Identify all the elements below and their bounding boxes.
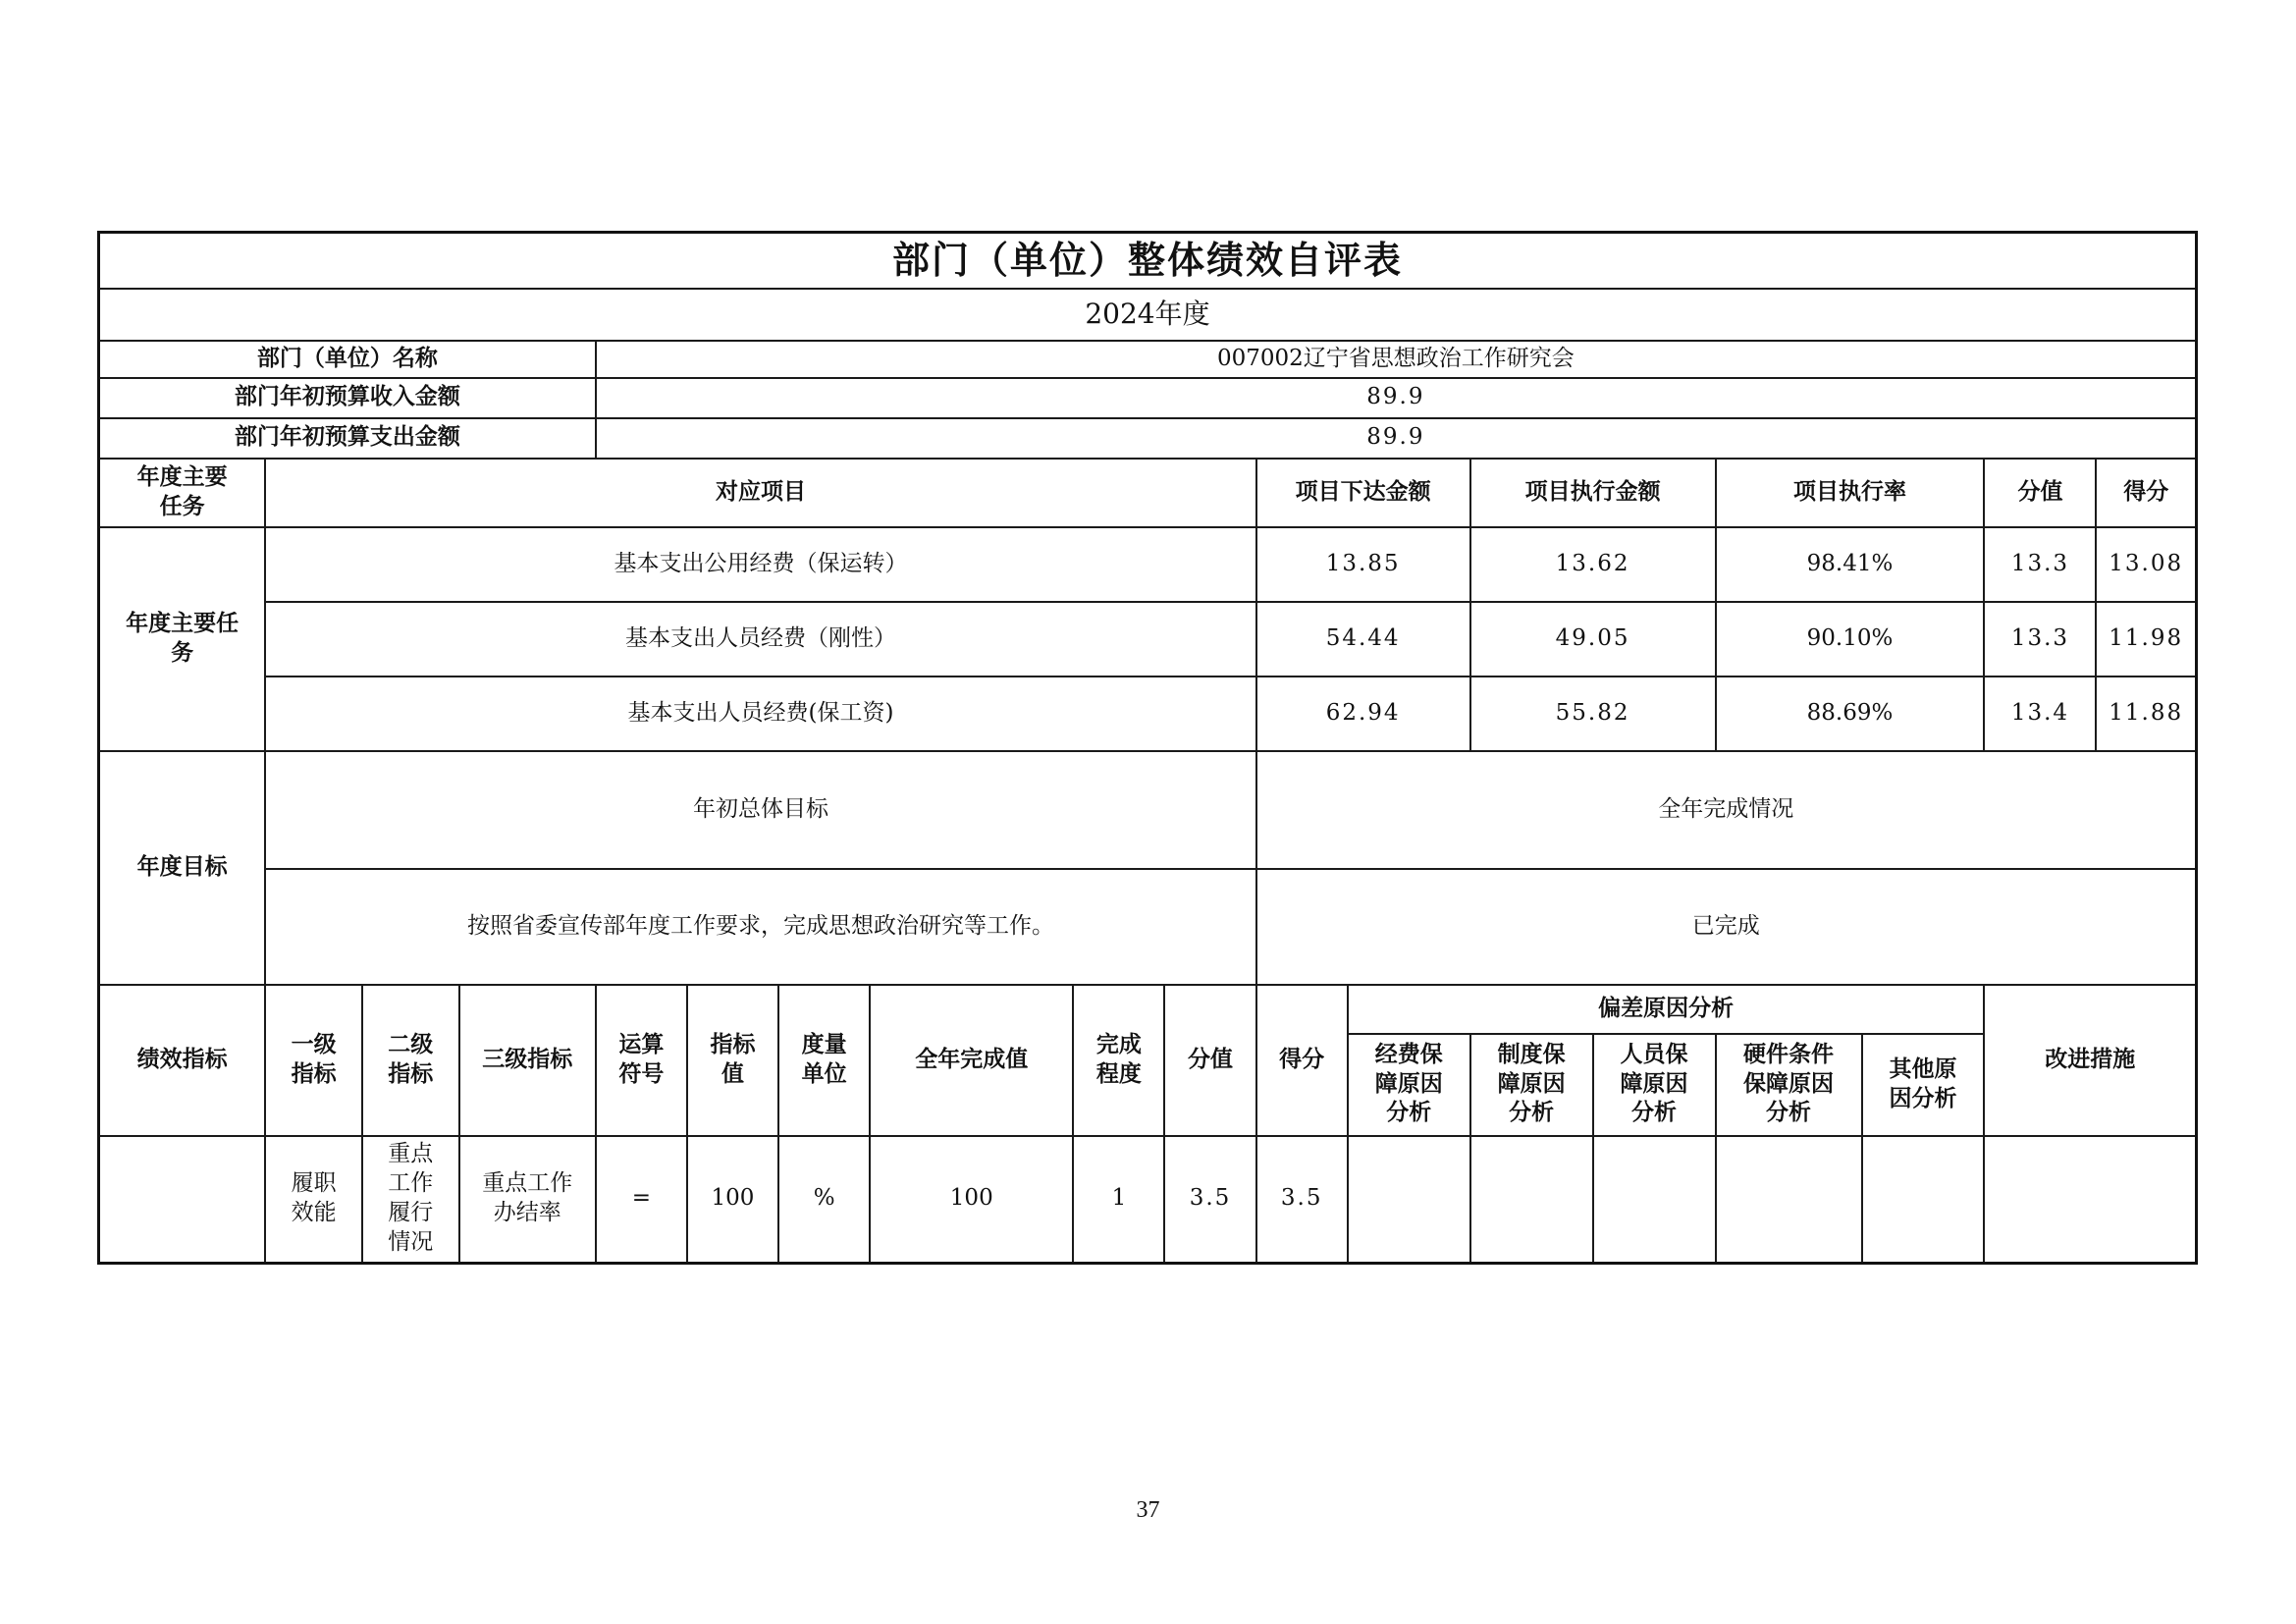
indicator-level2: 重点 工作 履行 情况 [362,1136,459,1264]
indicator-completion: 1 [1073,1136,1164,1264]
header-operator: 运算 符号 [596,985,687,1136]
task-score-value: 13.3 [1984,527,2096,602]
indicator-level3: 重点工作 办结率 [459,1136,596,1264]
tasks-header-rate: 项目执行率 [1716,459,1985,527]
indicators-label: 绩效指标 [99,985,266,1136]
header-score-value: 分值 [1164,985,1255,1136]
indicator-target: 100 [687,1136,778,1264]
indicator-score-value: 3.5 [1164,1136,1255,1264]
tasks-header-executed: 项目执行金额 [1470,459,1716,527]
task-score-value: 13.4 [1984,677,2096,751]
indicator-dev-system [1470,1136,1593,1264]
budget-expense-label: 部门年初预算支出金额 [99,418,596,459]
header-score: 得分 [1256,985,1348,1136]
task-score: 11.98 [2096,602,2196,677]
task-row [99,602,2197,677]
page-number: 37 [1136,1497,1160,1523]
indicator-operator: = [596,1136,687,1264]
task-rate: 88.69% [1716,677,1985,751]
indicator-dev-personnel [1593,1136,1716,1264]
task-row [99,677,2197,751]
indicator-dev-other [1862,1136,1985,1264]
task-score: 13.08 [2096,527,2196,602]
header-actual: 全年完成值 [870,985,1073,1136]
task-rate: 98.41% [1716,527,1985,602]
task-executed: 55.82 [1470,677,1716,751]
header-dev-system: 制度保 障原因 分析 [1470,1034,1593,1136]
task-project: 基本支出人员经费（刚性） [265,602,1255,677]
goals-completion-text: 已完成 [1256,869,2197,985]
task-issued: 62.94 [1256,677,1470,751]
header-level2: 二级 指标 [362,985,459,1136]
header-dev-other: 其他原 因分析 [1862,1034,1985,1136]
indicator-dev-hardware [1716,1136,1862,1264]
budget-income-label: 部门年初预算收入金额 [99,378,596,418]
task-rate: 90.10% [1716,602,1985,677]
task-score: 11.88 [2096,677,2196,751]
indicator-dev-funding [1348,1136,1470,1264]
form-title: 部门（单位）整体绩效自评表 [99,233,2197,289]
task-issued: 54.44 [1256,602,1470,677]
header-dev-funding: 经费保 障原因 分析 [1348,1034,1470,1136]
tasks-header-score: 得分 [2096,459,2196,527]
indicator-level1: 履职 效能 [265,1136,362,1264]
goals-initial-text: 按照省委宣传部年度工作要求，完成思想政治研究等工作。 [265,869,1255,985]
tasks-header-issued: 项目下达金额 [1256,459,1470,527]
indicators-label-continued [99,1136,266,1264]
budget-income-value: 89.9 [596,378,2197,418]
tasks-header-project: 对应项目 [265,459,1255,527]
header-level1: 一级 指标 [265,985,362,1136]
indicator-actual: 100 [870,1136,1073,1264]
tasks-header-label: 年度主要 任务 [99,459,266,527]
dept-name-value: 007002辽宁省思想政治工作研究会 [596,341,2197,378]
budget-expense-value: 89.9 [596,418,2197,459]
header-unit: 度量 单位 [778,985,870,1136]
performance-table [97,231,2198,1265]
dept-name-label: 部门（单位）名称 [99,341,596,378]
header-level3: 三级指标 [459,985,596,1136]
header-dev-personnel: 人员保 障原因 分析 [1593,1034,1716,1136]
indicator-unit: % [778,1136,870,1264]
header-completion: 完成 程度 [1073,985,1164,1136]
task-score-value: 13.3 [1984,602,2096,677]
task-executed: 13.62 [1470,527,1716,602]
header-improvement: 改进措施 [1984,985,2196,1136]
header-deviation: 偏差原因分析 [1348,985,1985,1034]
task-project: 基本支出公用经费（保运转） [265,527,1255,602]
header-target: 指标 值 [687,985,778,1136]
indicator-improvement [1984,1136,2196,1264]
task-project: 基本支出人员经费(保工资) [265,677,1255,751]
goals-initial-header: 年初总体目标 [265,751,1255,869]
goals-label: 年度目标 [99,751,266,985]
tasks-header-score-value: 分值 [1984,459,2096,527]
indicator-score: 3.5 [1256,1136,1348,1264]
task-issued: 13.85 [1256,527,1470,602]
form-year: 2024年度 [99,289,2197,341]
task-row [99,527,2197,602]
goals-completion-header: 全年完成情况 [1256,751,2197,869]
task-executed: 49.05 [1470,602,1716,677]
self-evaluation-form [97,231,2198,1265]
tasks-side-label: 年度主要任 务 [99,527,266,751]
header-dev-hardware: 硬件条件 保障原因 分析 [1716,1034,1862,1136]
indicator-row [99,1136,2197,1264]
